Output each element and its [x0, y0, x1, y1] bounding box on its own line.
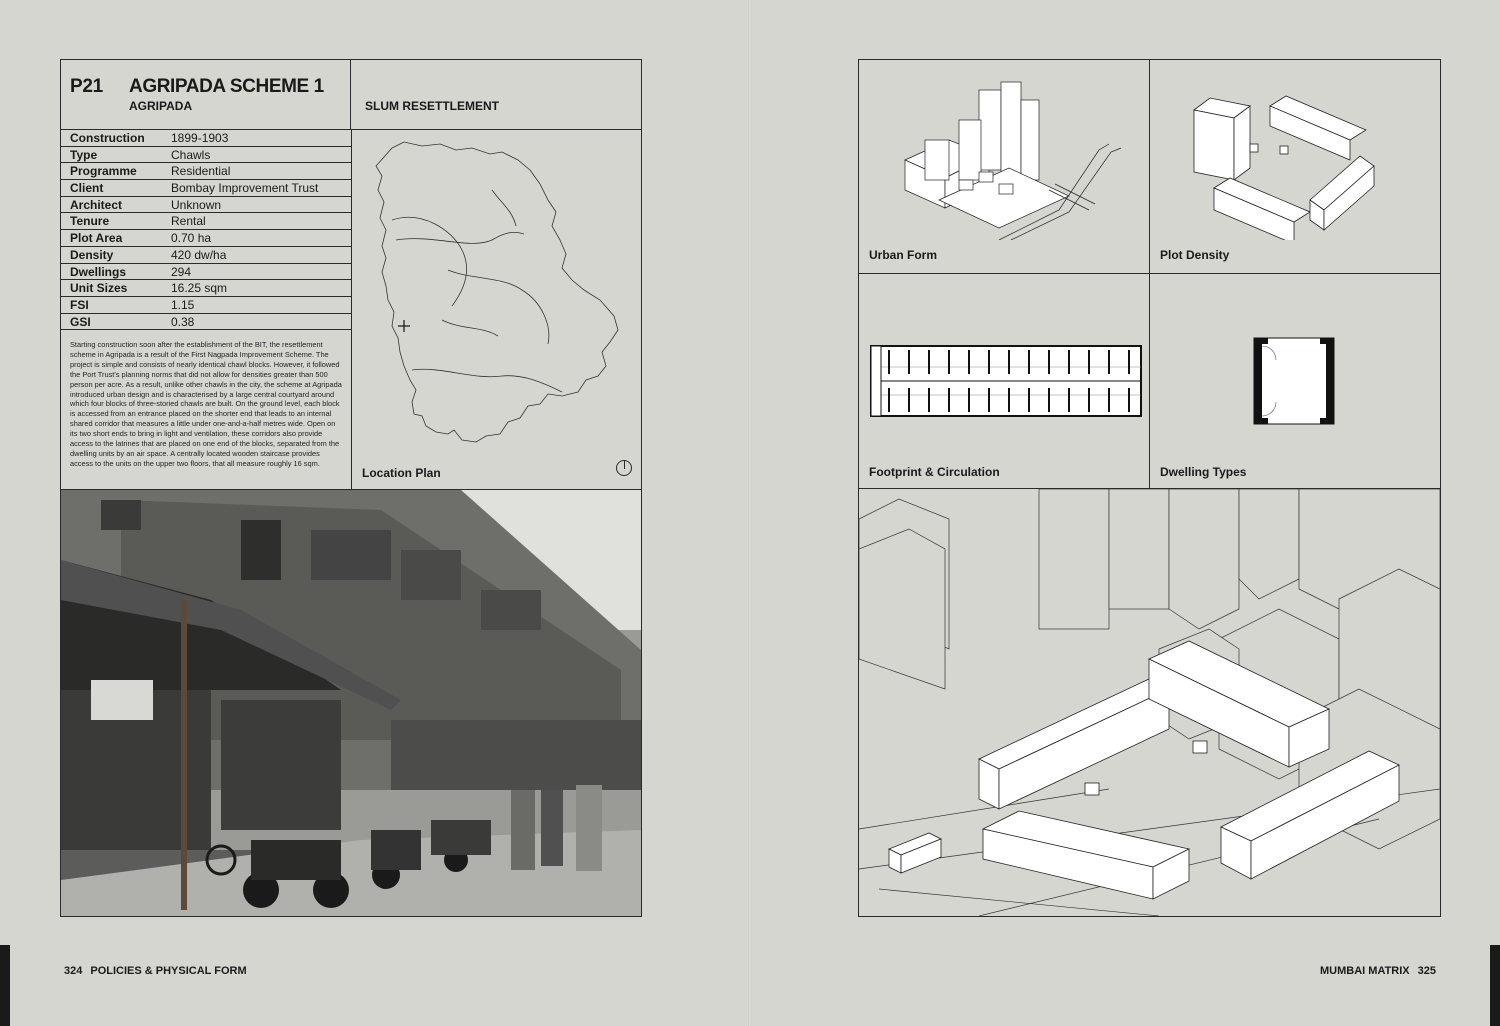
site-marker-icon — [398, 320, 410, 332]
fact-label: Programme — [70, 164, 137, 179]
fact-label: Tenure — [70, 214, 110, 229]
fact-value: 294 — [171, 264, 192, 279]
page-number-left: 324 — [64, 965, 83, 977]
facts-table — [61, 130, 351, 330]
drawings-sheet — [858, 59, 1441, 917]
fact-value: Residential — [171, 164, 231, 179]
plot-density-label: Plot Density — [1160, 248, 1230, 262]
fact-label: Architect — [70, 197, 123, 212]
book-title: MUMBAI MATRIX — [1320, 965, 1410, 977]
plot-density-panel — [1150, 60, 1440, 274]
footer-right — [1316, 965, 1440, 977]
fact-row — [61, 314, 351, 331]
chawl-street-photo-illustration — [61, 490, 641, 916]
fact-label: Client — [70, 181, 104, 196]
plot-density-drawing — [1150, 60, 1440, 240]
book-gutter — [748, 0, 752, 1026]
fact-label: FSI — [70, 297, 89, 312]
project-description: Starting construction soon after the establishment of the BIT, the resettlement scheme in Agripada is a result of the First Nagpada Improvement Scheme. The project is simple and consists of nearly identical chawl blocks. However, it followed the Port Trust's planning norms that did not allow for densities greater than 500 person per acre. As a result, unlike other chawls in the city, the scheme at Agripada introduced urban design and is characterised by a large central courtyard around which four blocks of three-storied chawls are built. On the ground level, each block is accessed from an entrance placed on the shorter end that leads to an internal shared corridor that measures a little under one-and-a-half metres wide. Open on its two short ends to bring in light and ventilation, these corridors also provide access to the latrines that are placed on one end of the blocks, separated from the dwelling units by an air space. A centrally located wooden staircase provides access to the units on the upper two floors, that all measure roughly 16 sqm. — [70, 340, 342, 468]
page-edge-tab-right — [1490, 945, 1500, 1026]
project-sheet — [60, 59, 642, 917]
fact-row — [61, 230, 351, 247]
fact-value: 0.38 — [171, 314, 195, 329]
page-number-right: 325 — [1417, 965, 1436, 977]
fact-row — [61, 163, 351, 180]
fact-value: Chawls — [171, 147, 211, 162]
street-photograph — [61, 489, 641, 916]
fact-value: 1899-1903 — [171, 131, 229, 145]
footprint-plan-drawing — [859, 274, 1150, 454]
project-code: P21 — [70, 76, 103, 97]
fact-row — [61, 264, 351, 281]
fact-value: 420 dw/ha — [171, 247, 227, 262]
footprint-circulation-label: Footprint & Circulation — [869, 465, 1000, 479]
axonometric-panel — [859, 489, 1440, 916]
urban-form-label: Urban Form — [869, 248, 938, 262]
urban-form-drawing — [859, 60, 1150, 240]
fact-row — [61, 247, 351, 264]
dwelling-types-panel — [1150, 274, 1440, 489]
location-plan-map — [352, 130, 642, 460]
fact-label: Plot Area — [70, 231, 123, 246]
fact-label: GSI — [70, 314, 91, 329]
fact-row — [61, 280, 351, 297]
project-location: AGRIPADA — [129, 99, 193, 113]
project-category: SLUM RESETTLEMENT — [365, 99, 499, 113]
location-plan-label: Location Plan — [362, 466, 441, 480]
fact-label: Dwellings — [70, 264, 127, 279]
fact-value: 16.25 sqm — [171, 281, 228, 296]
fact-label: Type — [70, 147, 98, 162]
fact-label: Construction — [70, 131, 145, 145]
fact-row — [61, 213, 351, 230]
section-title: POLICIES & PHYSICAL FORM — [90, 965, 247, 977]
fact-row — [61, 147, 351, 164]
axonometric-drawing — [859, 489, 1440, 916]
fact-value: Rental — [171, 214, 206, 229]
dwelling-plan-drawing — [1150, 274, 1440, 454]
fact-value: Bombay Improvement Trust — [171, 181, 319, 196]
page-edge-tab-left — [0, 945, 10, 1026]
fact-row — [61, 297, 351, 314]
fact-value: 1.15 — [171, 297, 195, 312]
north-arrow-icon — [616, 460, 632, 476]
project-title: AGRIPADA SCHEME 1 — [129, 76, 324, 97]
fact-row — [61, 197, 351, 214]
project-header — [61, 60, 351, 130]
fact-value: Unknown — [171, 197, 222, 212]
urban-form-panel — [859, 60, 1150, 274]
fact-label: Unit Sizes — [70, 281, 128, 296]
fact-value: 0.70 ha — [171, 231, 212, 246]
footprint-circulation-panel — [859, 274, 1150, 489]
project-category-cell — [351, 60, 641, 130]
footer-left — [60, 965, 251, 977]
fact-row — [61, 130, 351, 147]
fact-label: Density — [70, 247, 114, 262]
fact-row — [61, 180, 351, 197]
dwelling-types-label: Dwelling Types — [1160, 465, 1247, 479]
location-plan-panel — [351, 130, 641, 489]
